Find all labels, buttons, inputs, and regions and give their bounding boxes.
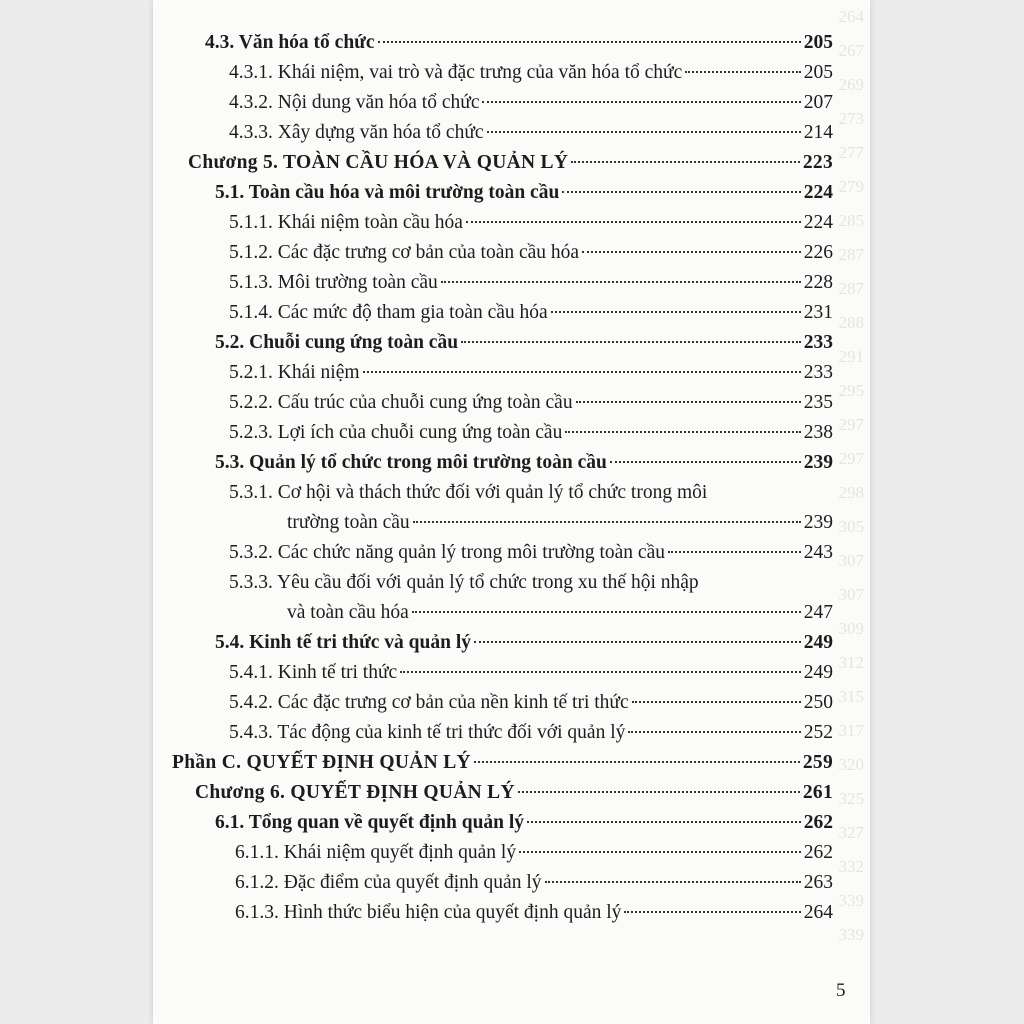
toc-entry-page: 239 [803, 452, 833, 473]
dot-leader [565, 431, 800, 433]
toc-entry-6-1-2[interactable] [235, 868, 833, 898]
toc-entry-page: 261 [802, 782, 833, 803]
dot-leader [519, 851, 801, 853]
toc-entry-page: 259 [802, 752, 833, 773]
dot-leader [628, 731, 800, 733]
toc-entry-5-2-2[interactable] [229, 388, 833, 418]
page-number: 5 [836, 980, 846, 1001]
dot-leader [363, 371, 801, 373]
dot-leader [571, 161, 800, 163]
toc-entry-section-5-4[interactable] [215, 628, 833, 658]
toc-entry-page: 214 [803, 122, 833, 143]
toc-entry-6-1-3[interactable] [235, 898, 833, 928]
toc-entry-page: 238 [803, 422, 833, 443]
toc-entry-title: 6.1.2. Đặc điểm của quyết định quản lý [235, 872, 542, 893]
toc-entry-title: 5.2. Chuỗi cung ứng toàn cầu [215, 332, 459, 353]
toc-entry-6-1-1[interactable] [235, 838, 833, 868]
toc-entry-page: 223 [802, 152, 833, 173]
toc-entry-title: 5.1. Toàn cầu hóa và môi trường toàn cầu [215, 182, 560, 203]
dot-leader [400, 671, 801, 673]
toc-entry-5-1-1[interactable] [229, 208, 833, 238]
toc-entry-page: 207 [803, 92, 833, 113]
toc-entry-title: 6.1. Tổng quan về quyết định quản lý [215, 812, 525, 833]
toc-entry-page: 262 [803, 842, 833, 863]
toc-entry-page: 226 [803, 242, 833, 263]
toc-entry-page: 233 [803, 362, 833, 383]
toc-entry-title: 5.4. Kinh tế tri thức và quản lý [215, 632, 472, 653]
dot-leader [624, 911, 800, 913]
toc-entry-4-3-1[interactable] [229, 58, 833, 88]
dot-leader [551, 311, 801, 313]
bleed-through-text: 264 267 269 273 277 279 285 287 287 288 291 295 297 297 298 305 307 307 309 312 315 317 320 325 327 332 339 339 [838, 7, 864, 944]
dot-leader [668, 551, 801, 553]
toc-entry-5-3-1-line1[interactable]: 5.3.1. Cơ hội và thách thức đối với quản lý tổ chức trong môi [229, 482, 708, 503]
toc-entry-title: 5.2.2. Cấu trúc của chuỗi cung ứng toàn cầu [229, 392, 573, 413]
toc-entry-5-4-2[interactable] [229, 688, 833, 718]
toc-entry-page: 249 [803, 632, 833, 653]
toc-entry-title: 4.3.3. Xây dựng văn hóa tổ chức [229, 122, 484, 143]
toc-entry-section-6-1[interactable] [215, 808, 833, 838]
dot-leader [576, 401, 801, 403]
toc-entry-title: 5.4.1. Kinh tế tri thức [229, 662, 398, 683]
toc-entry-5-3-3-line2[interactable] [287, 598, 833, 628]
dot-leader [482, 101, 800, 103]
dot-leader [474, 641, 801, 643]
toc-entry-5-4-1[interactable] [229, 658, 833, 688]
dot-leader [441, 281, 801, 283]
toc-entry-page: 243 [803, 542, 833, 563]
dot-leader [685, 71, 801, 73]
toc-entry-page: 205 [803, 62, 833, 83]
dot-leader [461, 341, 801, 343]
toc-entry-title: 5.2.3. Lợi ích của chuỗi cung ứng toàn cầu [229, 422, 563, 443]
toc-entry-4-3-3[interactable] [229, 118, 833, 148]
toc-entry-page: 228 [803, 272, 833, 293]
toc-entry-title: 6.1.1. Khái niệm quyết định quản lý [235, 842, 517, 863]
toc-entry-5-3-2[interactable] [229, 538, 833, 568]
toc-entry-page: 247 [803, 602, 833, 623]
dot-leader [466, 221, 801, 223]
toc-entry-4-3-2[interactable] [229, 88, 833, 118]
toc-entry-section-4-3[interactable] [205, 28, 833, 58]
dot-leader [610, 461, 801, 463]
toc-entry-chapter-6[interactable] [195, 778, 833, 808]
dot-leader [582, 251, 801, 253]
toc-entry-page: 231 [803, 302, 833, 323]
toc-entry-5-2-3[interactable] [229, 418, 833, 448]
dot-leader [474, 761, 800, 763]
toc-entry-title: 4.3.1. Khái niệm, vai trò và đặc trưng của văn hóa tổ chức [229, 62, 683, 83]
toc-entry-page: 205 [803, 32, 833, 53]
toc-entry-title: 5.4.2. Các đặc trưng cơ bản của nền kinh tế tri thức [229, 692, 629, 713]
toc-entry-chapter-5[interactable] [188, 148, 833, 178]
toc-entry-title: 5.3.2. Các chức năng quản lý trong môi trường toàn cầu [229, 542, 665, 563]
toc-entry-page: 263 [803, 872, 833, 893]
dot-leader [518, 791, 800, 793]
toc-entry-page: 249 [803, 662, 833, 683]
toc-entry-page: 224 [803, 212, 833, 233]
toc-entry-title: 4.3. Văn hóa tổ chức [205, 32, 375, 53]
dot-leader [412, 611, 801, 613]
dot-leader [487, 131, 801, 133]
toc-entry-5-4-3[interactable] [229, 718, 833, 748]
toc-entry-title: và toàn cầu hóa [287, 602, 409, 623]
toc-entry-title: 5.1.4. Các mức độ tham gia toàn cầu hóa [229, 302, 548, 323]
dot-leader [378, 41, 801, 43]
toc-entry-title: 5.1.1. Khái niệm toàn cầu hóa [229, 212, 463, 233]
toc-entry-5-3-3-line1[interactable]: 5.3.3. Yêu cầu đối với quản lý tổ chức trong xu thế hội nhập [229, 572, 699, 593]
dot-leader [413, 521, 801, 523]
toc-entry-page: 235 [803, 392, 833, 413]
toc-entry-title: Chương 6. QUYẾT ĐỊNH QUẢN LÝ [195, 782, 515, 803]
toc-entry-part-c[interactable] [172, 748, 833, 778]
toc-entry-title: Phần C. QUYẾT ĐỊNH QUẢN LÝ [172, 752, 471, 773]
toc-entry-5-1-4[interactable] [229, 298, 833, 328]
dot-leader [632, 701, 801, 703]
toc-entry-title: trường toàn cầu [287, 512, 410, 533]
toc-entry-5-3-1-line2[interactable] [287, 508, 833, 538]
toc-entry-title: 4.3.2. Nội dung văn hóa tổ chức [229, 92, 480, 113]
dot-leader [545, 881, 801, 883]
dot-leader [527, 821, 801, 823]
toc-entry-title: 5.4.3. Tác động của kinh tế tri thức đối với quản lý [229, 722, 626, 743]
toc-entry-title: 5.2.1. Khái niệm [229, 362, 360, 383]
toc-entry-5-2-1[interactable] [229, 358, 833, 388]
toc-entry-5-1-2[interactable] [229, 238, 833, 268]
toc-entry-page: 233 [803, 332, 833, 353]
toc-entry-section-5-2[interactable] [215, 328, 833, 358]
book-page [153, 0, 870, 1024]
toc-entry-page: 252 [803, 722, 833, 743]
toc-entry-page: 264 [803, 902, 833, 923]
toc-entry-5-1-3[interactable] [229, 268, 833, 298]
toc-entry-section-5-1[interactable] [215, 178, 833, 208]
toc-entry-title: 6.1.3. Hình thức biểu hiện của quyết định quản lý [235, 902, 622, 923]
toc-entry-title: 5.3. Quản lý tổ chức trong môi trường toàn cầu [215, 452, 607, 473]
toc-entry-page: 250 [803, 692, 833, 713]
dot-leader [562, 191, 800, 193]
toc-entry-page: 239 [803, 512, 833, 533]
toc-entry-title: Chương 5. TOÀN CẦU HÓA VÀ QUẢN LÝ [188, 152, 569, 173]
toc-entry-page: 262 [803, 812, 833, 833]
toc-entry-title: 5.1.2. Các đặc trưng cơ bản của toàn cầu hóa [229, 242, 580, 263]
toc-entry-title: 5.1.3. Môi trường toàn cầu [229, 272, 438, 293]
toc-entry-page: 224 [803, 182, 833, 203]
toc-entry-section-5-3[interactable] [215, 448, 833, 478]
